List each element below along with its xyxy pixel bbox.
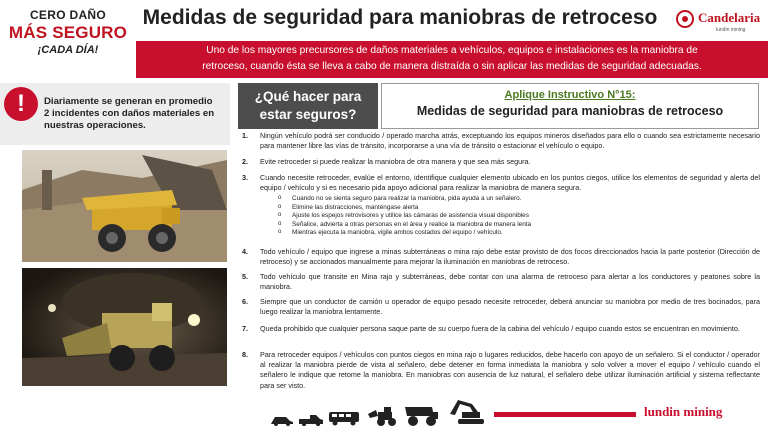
rule-number: 6.	[242, 297, 248, 306]
haul-truck-photo	[22, 150, 227, 262]
banner-line-2: retroceso, cuando ésta se lleva a cabo de manera distraída o sin aplicar las medidas de seguridad adecuadas.	[202, 61, 702, 72]
question-line-2: estar seguros?	[259, 107, 357, 122]
rule-text: Para retroceder equipos / vehículos con puntos ciegos en mina rajo o lugares reducidos, debe hacerlo con apoyo de un señalero. Si el conductor / operador al realizar la maniobra pierde de vista al señalero, debe detener en forma inmediata la maniobra y solo volver a mover el equipo / vehículo cuando el señalero le indique que retome la maniobra. En maniobras con ausencia de luz natural, el señalero debe utilizar iluminación artificial y sistema reflectante para ser visto.	[260, 350, 760, 390]
cero-dano-logo	[6, 8, 130, 72]
sub-rule-item: o Ajuste los espejos retrovisores y utilice las cámaras de asistencia visual disponibles	[278, 212, 758, 221]
alert-icon: !	[4, 87, 38, 121]
rule-text: Evite retroceder si puede realizar la maniobra de otra manera y que sea más segura.	[260, 157, 531, 166]
stat-number: 2	[44, 108, 50, 119]
rule-number: 3.	[242, 173, 248, 182]
rule-number: 8.	[242, 350, 248, 359]
instructivo-box	[381, 83, 759, 129]
stat-line-3: nuestras operaciones.	[44, 120, 146, 131]
incident-stat-text	[44, 96, 226, 132]
stat-line-2-rest: incidentes con daños materiales en	[49, 108, 215, 119]
question-line-1: ¿Qué hacer para	[254, 89, 362, 104]
stat-line-1: Diariamente se generan en promedio	[44, 96, 213, 107]
underground-loader-photo	[22, 268, 227, 386]
instructivo-subtitle: Aplique Instructivo N°15:	[504, 89, 636, 101]
haul-truck-icon	[404, 404, 440, 426]
candelaria-logo-sub: lundin mining	[716, 27, 746, 33]
banner-line-1: Uno de los mayores precursores de daños materiales a vehículos, equipos e instalaciones es la maniobra de	[206, 45, 698, 56]
rule-text: Ningún vehículo podrá ser conducido / operado marcha atrás, exceptuando los equipos mineros diseñados para ello o cuando sea estrictamente necesario para mantener libre las vías de tránsito, incorporarse a una vía de tránsito o estacionar el vehículo o equipo.	[260, 131, 760, 151]
page-title: Medidas de seguridad para maniobras de retroceso	[142, 6, 658, 29]
sub-rule-item: o Cuando no se sienta seguro para realizar la maniobra, pida ayuda a un señalero.	[278, 195, 758, 204]
stat-line-2	[44, 108, 226, 120]
instructivo-title: Medidas de seguridad para maniobras de retroceso	[416, 104, 724, 118]
sub-rule-item: o Señalice, advierta a otras personas en el área y realice la maniobra de manera lenta	[278, 221, 758, 230]
rule-text: Todo vehículo que transite en Mina rajo y subterráneas, debe contar con una alarma de retroceso para alertar a los conductores y peatones sobre la maniobra.	[260, 272, 760, 292]
sub-rule-item: o Mientras ejecuta la maniobra, vigile ambos costados del equipo / vehículo.	[278, 229, 758, 238]
rule-text: Queda prohibido que cualquier persona saque parte de su cuerpo fuera de la cabina del vehículo / equipo cuando estos se encuentran en movimiento.	[260, 324, 740, 333]
pickup-icon	[298, 413, 324, 426]
rule-3-sub-list	[278, 195, 758, 238]
candelaria-logo-name: Candelaria	[698, 10, 761, 25]
loader-icon	[366, 406, 398, 426]
candelaria-seal-icon	[676, 10, 694, 28]
excavator-icon	[446, 398, 486, 426]
rule-text: Cuando necesite retroceder, evalúe el entorno, identifique cualquier elemento ubicado en los puntos ciegos, utilice los elementos de seguridad y alerta del equipo / vehículo y si es necesario pida apoyo adicional para realizar la maniobra de manera segura.	[260, 173, 760, 193]
rule-number: 1.	[242, 131, 248, 140]
intro-banner	[136, 41, 768, 78]
rule-text: Todo vehículo / equipo que ingrese a minas subterráneas o mina rajo debe estar provisto de dos focos direccionados hacia la parte posterior (Dirección de retroceso) y se accionados manualmente para mejorar la iluminación en maniobras de retroceso.	[260, 247, 760, 267]
candelaria-logo	[676, 9, 764, 37]
rule-number: 7.	[242, 324, 248, 333]
rule-number: 2.	[242, 157, 248, 166]
question-box	[238, 83, 378, 129]
car-icon	[270, 414, 294, 426]
logo-line-2: MÁS SEGURO	[8, 23, 128, 42]
logo-line-3: ¡CADA DÍA!	[37, 44, 99, 56]
footer-accent-bar	[494, 412, 636, 417]
vehicle-icons-row	[270, 400, 490, 430]
lundin-mining-logo: lundin mining	[644, 404, 723, 419]
bus-icon	[328, 410, 360, 426]
rule-number: 4.	[242, 247, 248, 256]
rule-text: Siempre que un conductor de camión u operador de equipo pesado necesite retroceder, deberá anunciar su maniobra por medio de tres bocinados, para luego realizar la maniobra lentamente.	[260, 297, 760, 317]
logo-line-1: CERO DAÑO	[29, 8, 107, 22]
incident-stat-box	[0, 83, 230, 145]
sub-rule-item: o Elimine las distracciones, manténgase alerta	[278, 204, 758, 213]
rule-number: 5.	[242, 272, 248, 281]
